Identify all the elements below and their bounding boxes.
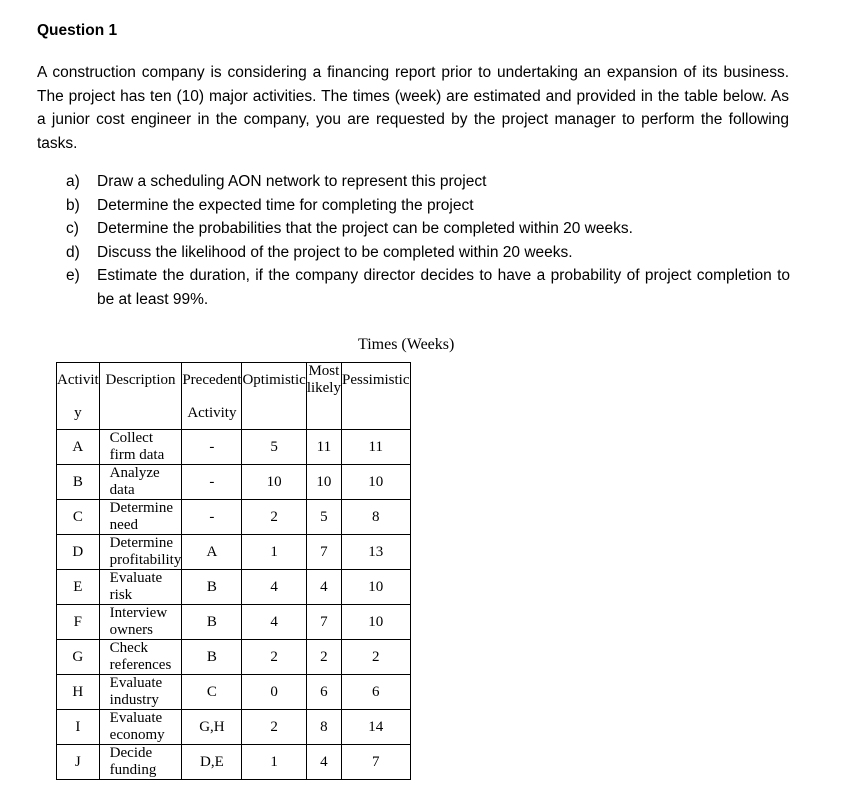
table-row <box>57 570 411 605</box>
header-blank <box>99 397 182 430</box>
task-text: Determine the probabilities that the project can be completed within 20 weeks. <box>97 220 633 237</box>
table-row <box>57 430 411 465</box>
most-likely-cell: 11 <box>306 430 341 465</box>
precedent-cell: B <box>182 640 242 675</box>
description-cell: Evaluate risk <box>99 570 182 605</box>
description-cell: Evaluate economy <box>99 710 182 745</box>
table-header-row <box>57 397 411 430</box>
pessimistic-cell: 13 <box>341 535 410 570</box>
task-item <box>66 264 790 311</box>
description-cell: Decide funding <box>99 745 182 780</box>
precedent-cell: C <box>182 675 242 710</box>
task-item <box>66 170 790 194</box>
question-intro: A construction company is considering a financing report prior to undertaking an expansion of its business. The project has ten (10) major activities. The times (week) are estimated and provided in the table below. As a junior cost engineer in the company, you are requested by the project manager to perform the following tasks. <box>37 64 789 152</box>
optimistic-cell: 4 <box>242 605 306 640</box>
most-likely-cell: 4 <box>306 745 341 780</box>
task-label: d) <box>66 243 80 261</box>
precedent-cell: - <box>182 465 242 500</box>
precedent-cell: A <box>182 535 242 570</box>
table-row <box>57 500 411 535</box>
task-item <box>66 217 790 241</box>
pessimistic-cell: 2 <box>341 640 410 675</box>
optimistic-cell: 10 <box>242 465 306 500</box>
task-item <box>66 241 790 265</box>
optimistic-cell: 4 <box>242 570 306 605</box>
activity-cell: C <box>57 500 100 535</box>
description-cell: Collect firm data <box>99 430 182 465</box>
task-label: e) <box>66 267 80 284</box>
pessimistic-cell: 10 <box>341 465 410 500</box>
table-header-row <box>57 363 411 398</box>
precedent-cell: - <box>182 500 242 535</box>
activity-cell: I <box>57 710 100 745</box>
optimistic-cell: 5 <box>242 430 306 465</box>
header-pessimistic: Pessimistic <box>341 363 410 398</box>
table-row <box>57 535 411 570</box>
table-row <box>57 605 411 640</box>
activity-cell: D <box>57 535 100 570</box>
table-row <box>57 710 411 745</box>
most-likely-cell: 4 <box>306 570 341 605</box>
description-cell: Check references <box>99 640 182 675</box>
pessimistic-cell: 14 <box>341 710 410 745</box>
optimistic-cell: 2 <box>242 710 306 745</box>
header-precedent-cont: Activity <box>182 397 242 430</box>
pessimistic-cell: 7 <box>341 745 410 780</box>
question-title: Question 1 <box>37 22 118 39</box>
header-activity: Activit <box>57 363 100 398</box>
header-blank <box>306 397 341 430</box>
description-cell: Determine need <box>99 500 182 535</box>
most-likely-cell: 7 <box>306 535 341 570</box>
task-text: Discuss the likelihood of the project to be completed within 20 weeks. <box>97 243 573 261</box>
optimistic-cell: 2 <box>242 500 306 535</box>
header-precedent: Precedent <box>182 363 242 398</box>
precedent-cell: B <box>182 605 242 640</box>
task-list <box>66 170 790 311</box>
activity-cell: J <box>57 745 100 780</box>
table-row <box>57 675 411 710</box>
description-cell: Interview owners <box>99 605 182 640</box>
activity-cell: A <box>57 430 100 465</box>
activity-cell: F <box>57 605 100 640</box>
description-cell: Determine profitability <box>99 535 182 570</box>
activity-cell: G <box>57 640 100 675</box>
task-label: c) <box>66 220 79 237</box>
activity-table <box>56 362 411 780</box>
most-likely-cell: 6 <box>306 675 341 710</box>
most-likely-cell: 5 <box>306 500 341 535</box>
precedent-cell: G,H <box>182 710 242 745</box>
optimistic-cell: 1 <box>242 535 306 570</box>
header-description: Description <box>99 363 182 398</box>
header-blank <box>341 397 410 430</box>
table-row <box>57 640 411 675</box>
most-likely-cell: 2 <box>306 640 341 675</box>
description-cell: Evaluate industry <box>99 675 182 710</box>
description-cell: Analyze data <box>99 465 182 500</box>
most-likely-cell: 10 <box>306 465 341 500</box>
task-text: Determine the expected time for completing the project <box>97 196 474 214</box>
most-likely-cell: 7 <box>306 605 341 640</box>
pessimistic-cell: 11 <box>341 430 410 465</box>
task-text: Estimate the duration, if the company director decides to have a probability of project completion to be at least 99%. <box>97 267 790 308</box>
header-optimistic: Optimistic <box>242 363 306 398</box>
precedent-cell: D,E <box>182 745 242 780</box>
task-text: Draw a scheduling AON network to represent this project <box>97 173 487 190</box>
pessimistic-cell: 8 <box>341 500 410 535</box>
task-label: a) <box>66 173 80 190</box>
optimistic-cell: 0 <box>242 675 306 710</box>
header-activity-cont: y <box>57 397 100 430</box>
activity-cell: B <box>57 465 100 500</box>
pessimistic-cell: 6 <box>341 675 410 710</box>
optimistic-cell: 1 <box>242 745 306 780</box>
optimistic-cell: 2 <box>242 640 306 675</box>
header-blank <box>242 397 306 430</box>
activity-cell: E <box>57 570 100 605</box>
task-label: b) <box>66 196 80 214</box>
table-row <box>57 745 411 780</box>
activity-cell: H <box>57 675 100 710</box>
times-caption: Times (Weeks) <box>358 336 455 353</box>
precedent-cell: - <box>182 430 242 465</box>
table-row <box>57 465 411 500</box>
most-likely-cell: 8 <box>306 710 341 745</box>
pessimistic-cell: 10 <box>341 570 410 605</box>
pessimistic-cell: 10 <box>341 605 410 640</box>
precedent-cell: B <box>182 570 242 605</box>
task-item <box>66 194 790 218</box>
header-most-likely: Most likely <box>306 363 341 396</box>
